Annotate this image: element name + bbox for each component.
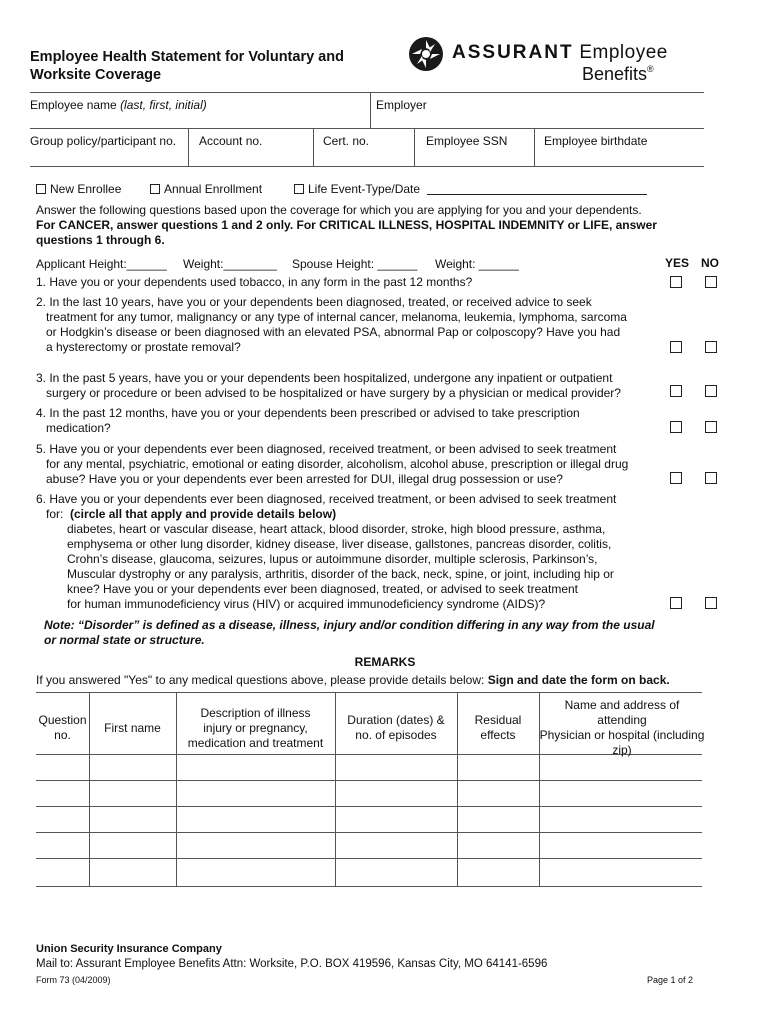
- disorder-note: [44, 618, 704, 648]
- col-description-l3: medication and treatment: [187, 735, 324, 750]
- question-6-line4: emphysema or other lung disorder, kidney disease, liver disease, gallstones, pancreas disorder, colitis,: [67, 537, 612, 551]
- question-2-line2: treatment for any tumor, malignancy or any type of internal cancer, melanoma, leukemia, lymphoma, sarcoma: [46, 310, 627, 324]
- question-4-no-checkbox[interactable]: [705, 421, 717, 433]
- question-6-no-checkbox[interactable]: [705, 597, 717, 609]
- col-physician-l2: Physician or hospital (including: [539, 728, 705, 742]
- remarks-table-row1[interactable]: [36, 780, 702, 781]
- question-6-line5: Crohn’s disease, glaucoma, seizures, lupus or autoimmune disorder, multiple sclerosis, Parkinson’s,: [67, 552, 598, 566]
- no-header: NO: [701, 256, 719, 270]
- life-event-input[interactable]: [427, 184, 647, 195]
- col-question-no-l1: Question: [38, 713, 87, 727]
- col-question-no-l2: no.: [54, 728, 71, 742]
- logo-benefits: [582, 64, 654, 85]
- footer-page-number: Page 1 of 2: [647, 975, 694, 985]
- field-grid-middle: [30, 128, 704, 129]
- question-6-line3: diabetes, heart or vascular disease, heart attack, blood disorder, stroke, high blood pressure, asthma,: [67, 522, 606, 536]
- question-1-text: 1. Have you or your dependents used tobacco, in any form in the past 12 months?: [36, 275, 473, 289]
- question-5: [36, 442, 666, 487]
- assurant-logo: [408, 36, 708, 86]
- question-5-line1: 5. Have you or your dependents ever been diagnosed, received treatment, or been advised to seek treatment: [36, 442, 617, 456]
- field-grid-divider-employer: [370, 92, 371, 128]
- question-5-line3: abuse? Have you or your dependents ever been arrested for DUI, illegal drug possession or use?: [46, 472, 563, 486]
- col-duration: [335, 702, 457, 754]
- question-3: [36, 371, 666, 401]
- question-1-yes-checkbox[interactable]: [670, 276, 682, 288]
- field-grid-divider-birthdate: [534, 128, 535, 166]
- employee-ssn-field[interactable]: Employee SSN: [426, 134, 508, 148]
- question-2-no-checkbox[interactable]: [705, 341, 717, 353]
- col-description-l2: injury or pregnancy,: [203, 720, 308, 735]
- question-4-line2: medication?: [46, 421, 111, 435]
- form-title-line1: Employee Health Statement for Voluntary and: [30, 49, 344, 65]
- col-first-name-l1: First name: [104, 720, 161, 735]
- question-6-for: for:: [46, 507, 64, 521]
- question-4-yes-checkbox[interactable]: [670, 421, 682, 433]
- footer-mail-address: Mail to: Assurant Employee Benefits Attn: Worksite, P.O. BOX 419596, Kansas City, MO 64141-6596: [36, 958, 548, 970]
- question-6-line6: Muscular dystrophy or any paralysis, arthritis, disorder of the back, neck, spine, or joint, including hip or: [67, 567, 614, 581]
- employer-field[interactable]: Employer: [376, 98, 427, 112]
- question-6-yes-checkbox[interactable]: [670, 597, 682, 609]
- disorder-note-line1: Note: “Disorder” is defined as a disease, illness, injury and/or condition differing in any way from the usual: [44, 618, 655, 632]
- applicant-height-field[interactable]: Applicant Height:______: [36, 257, 167, 271]
- logo-wordmark: [452, 42, 668, 64]
- employee-name-hint: (last, first, initial): [120, 98, 207, 112]
- remarks-table-bottom: [36, 886, 702, 887]
- question-3-yes-checkbox[interactable]: [670, 385, 682, 397]
- logo-registered: ®: [647, 64, 654, 74]
- spouse-weight-field[interactable]: Weight: ______: [435, 257, 519, 271]
- remarks-sign-note: Sign and date the form on back.: [487, 673, 670, 687]
- form-title: [30, 48, 390, 84]
- remarks-instruction: [36, 673, 670, 687]
- question-2-line1: 2. In the last 10 years, have you or your dependents been diagnosed, treated, or received advice to seek: [36, 295, 592, 309]
- question-4-line1: 4. In the past 12 months, have you or your dependents been prescribed or advised to take prescription: [36, 406, 580, 420]
- remarks-title: REMARKS: [354, 655, 416, 669]
- col-first-name: [89, 702, 176, 754]
- col-duration-l1: Duration (dates) &: [347, 713, 445, 727]
- col-residual-l2: effects: [480, 728, 516, 742]
- question-6-line1: 6. Have you or your dependents ever been diagnosed, received treatment, or been advised to seek treatment: [36, 492, 617, 506]
- life-event-checkbox[interactable]: [294, 184, 304, 194]
- question-1-no-checkbox[interactable]: [705, 276, 717, 288]
- question-6-line2: [36, 507, 666, 522]
- instructions-line3: questions 1 through 6.: [36, 233, 165, 247]
- remarks-table-row4[interactable]: [36, 858, 702, 859]
- instructions: [36, 203, 686, 248]
- question-4: [36, 406, 666, 436]
- col-physician: [539, 698, 705, 757]
- question-1: [36, 275, 666, 290]
- annual-enrollment-checkbox[interactable]: [150, 184, 160, 194]
- field-grid-divider-cert: [313, 128, 314, 166]
- life-event-option[interactable]: [294, 182, 647, 196]
- col-residual-l1: Residual: [474, 713, 522, 727]
- col-description-l1: Description of illness: [200, 705, 311, 720]
- field-grid-top: [30, 92, 704, 93]
- logo-employee: Employee: [579, 42, 668, 63]
- question-6-line7: knee? Have you or your dependents ever been diagnosed, treated, or advised to seek treatment: [67, 582, 578, 596]
- life-event-label: Life Event-Type/Date: [308, 182, 421, 196]
- question-6-circle-note: (circle all that apply and provide details below): [70, 507, 337, 521]
- logo-brand: ASSURANT: [452, 42, 574, 63]
- col-physician-l3: zip): [612, 743, 632, 757]
- col-duration-l2: no. of episodes: [355, 728, 437, 742]
- disorder-note-line2: or normal state or structure.: [44, 633, 205, 647]
- new-enrollee-option[interactable]: [36, 182, 121, 196]
- applicant-weight-field[interactable]: Weight:________: [183, 257, 277, 271]
- footer-company: Union Security Insurance Company: [36, 943, 222, 955]
- instructions-line2: For CANCER, answer questions 1 and 2 only. For CRITICAL ILLNESS, HOSPITAL INDEMNITY or LIFE, answer: [36, 218, 657, 232]
- assurant-logo-icon: [408, 36, 444, 72]
- form-title-line2: Worksite Coverage: [30, 67, 162, 83]
- question-2-line3: or Hodgkin’s disease or been diagnosed with an elevated PSA, abnormal Pap or colposcopy? Have you had: [46, 325, 621, 339]
- new-enrollee-checkbox[interactable]: [36, 184, 46, 194]
- question-2-line4: a hysterectomy or prostate removal?: [46, 340, 241, 354]
- question-5-yes-checkbox[interactable]: [670, 472, 682, 484]
- question-2-yes-checkbox[interactable]: [670, 341, 682, 353]
- remarks-instruction-text: If you answered "Yes" to any medical questions above, please provide details below:: [36, 673, 485, 687]
- field-grid-bottom: [30, 166, 704, 167]
- field-grid-divider-account: [188, 128, 189, 166]
- employee-name-label: Employee name: [30, 98, 117, 112]
- question-3-line2: surgery or procedure or been advised to be hospitalized or have surgery by a physician or medical provider?: [46, 386, 621, 400]
- annual-enrollment-option[interactable]: [150, 182, 262, 196]
- col-physician-l1: Name and address of attending: [564, 698, 680, 727]
- footer-form-number: Form 73 (04/2009): [36, 975, 111, 985]
- col-residual: [457, 702, 539, 754]
- remarks-table-row2[interactable]: [36, 806, 702, 807]
- annual-enrollment-label: Annual Enrollment: [164, 182, 263, 196]
- remarks-table-row3[interactable]: [36, 832, 702, 833]
- employee-birthdate-field[interactable]: Employee birthdate: [544, 134, 648, 148]
- col-question-no: [36, 702, 89, 754]
- cert-no-field[interactable]: Cert. no.: [323, 134, 370, 148]
- question-2: [36, 295, 666, 355]
- question-5-no-checkbox[interactable]: [705, 472, 717, 484]
- field-grid-divider-ssn: [414, 128, 415, 166]
- new-enrollee-label: New Enrollee: [50, 182, 122, 196]
- spouse-height-field[interactable]: Spouse Height: ______: [292, 257, 418, 271]
- yes-header: YES: [665, 256, 690, 270]
- question-6: [36, 492, 666, 612]
- employee-name-field[interactable]: [30, 98, 207, 112]
- col-description: [176, 702, 335, 754]
- question-3-no-checkbox[interactable]: [705, 385, 717, 397]
- group-policy-field[interactable]: Group policy/participant no.: [30, 134, 177, 148]
- remarks-table-top: [36, 692, 702, 693]
- logo-benefits-text: Benefits: [582, 64, 648, 84]
- question-6-line8: for human immunodeficiency virus (HIV) or acquired immunodeficiency syndrome (AIDS)?: [67, 597, 546, 611]
- instructions-line1: Answer the following questions based upon the coverage for which you are applying for you and your dependents.: [36, 203, 642, 217]
- question-3-line1: 3. In the past 5 years, have you or your dependents been hospitalized, undergone any inpatient or outpatient: [36, 371, 613, 385]
- account-no-field[interactable]: Account no.: [199, 134, 263, 148]
- question-5-line2: for any mental, psychiatric, emotional or eating disorder, alcoholism, alcohol abuse, prescription or illegal drug: [46, 457, 629, 471]
